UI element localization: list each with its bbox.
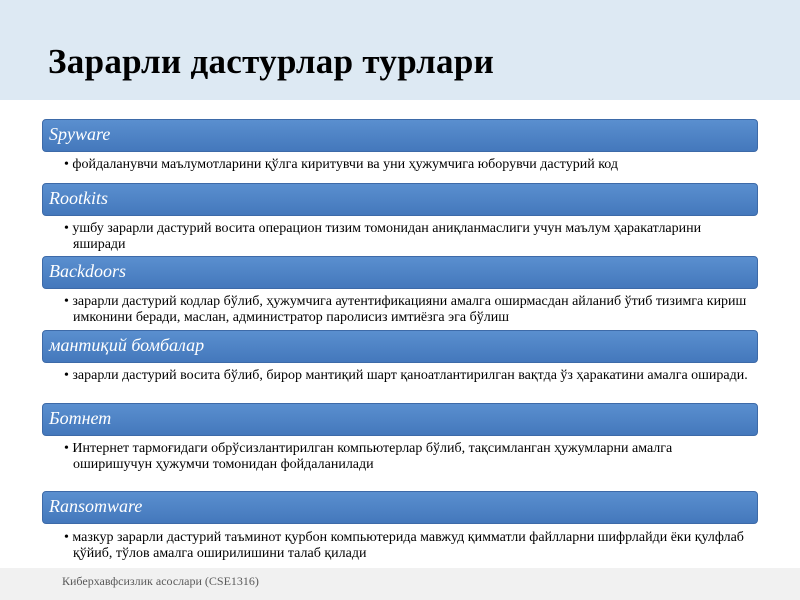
section-description: • зарарли дастурий кодлар бўлиб, ҳужумчига аутентификацияни амалга оширмасдан айланиб ўтиб тизимга кириш имконини беради, маслан, администратор паролисиз имтиёзга эга бўлиш — [58, 294, 748, 326]
section-description: • зарарли дастурий восита бўлиб, бирор мантиқий шарт қаноатлантирилган вақтда ўз ҳаракатини амалга оширади. — [58, 368, 748, 384]
section-label: мантиқий бомбалар — [49, 335, 205, 355]
slide-footer: Киберхавфсизлик асослари (CSE1316) — [62, 574, 259, 588]
section-bar-logic-bombs — [42, 330, 758, 363]
section-description: • Интернет тармоғидаги обрўсизлантирилган компьютерлар бўлиб, тақсимланган ҳужумларни амалга оширишучун ҳужумчи томонидан фойдаланилади — [58, 441, 748, 473]
section-bar-rootkits — [42, 183, 758, 216]
section-label: Ransomware — [49, 496, 143, 516]
section-label: Rootkits — [49, 188, 108, 208]
slide-title: Зарарли дастурлар турлари — [48, 42, 495, 81]
section-bar-spyware — [42, 119, 758, 152]
section-description: • ушбу зарарли дастурий восита операцион тизим томонидан аниқланмаслиги учун маълум ҳаракатларини яширади — [58, 221, 748, 253]
section-description: • мазкур зарарли дастурий таъминот қурбон компьютерида мавжуд қимматли файлларни шифрлайди ёки қулфлаб қўйиб, тўлов амалга оширилишини талаб қилади — [58, 530, 748, 562]
section-label: Spyware — [49, 124, 111, 144]
section-label: Backdoors — [49, 261, 126, 281]
section-bar-backdoors — [42, 256, 758, 289]
section-label: Ботнет — [49, 408, 112, 428]
section-description: • фойдаланувчи маълумотларини қўлга киритувчи ва уни ҳужумчига юборувчи дастурий код — [58, 157, 748, 173]
section-bar-ransomware — [42, 491, 758, 524]
section-bar-botnet — [42, 403, 758, 436]
